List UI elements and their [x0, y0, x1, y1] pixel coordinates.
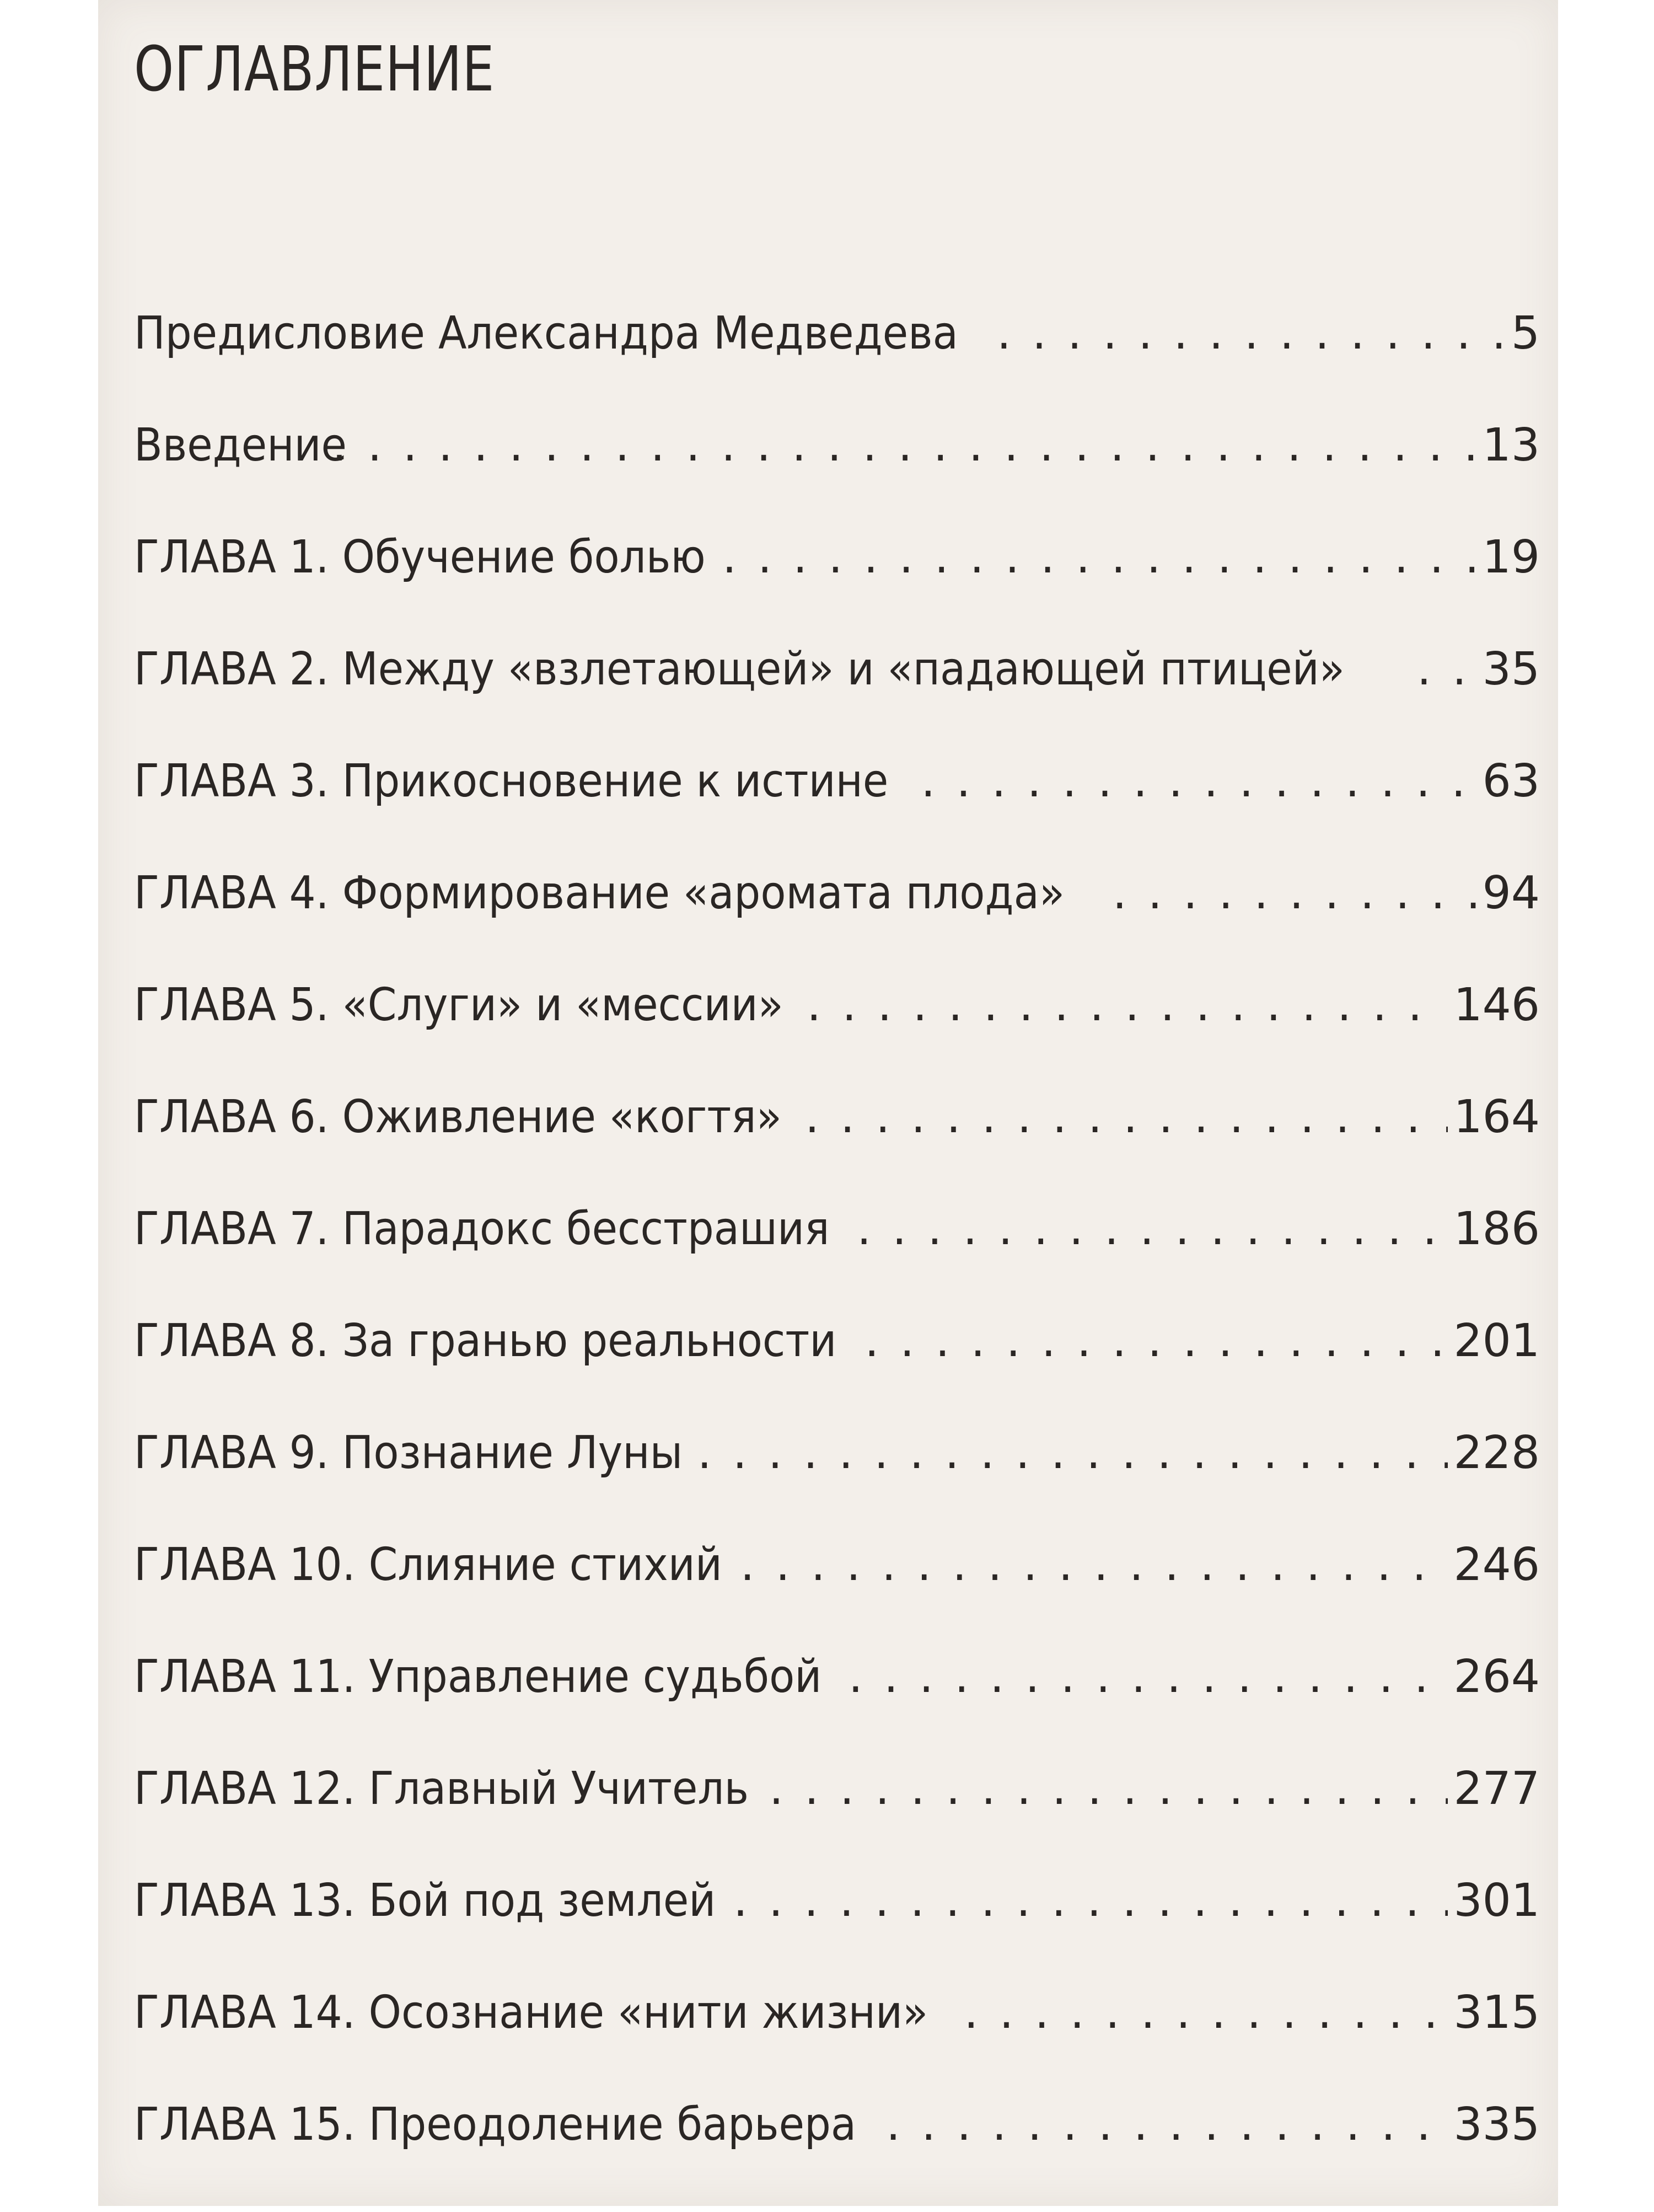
toc-entry-title: Предисловие Александра Медведева	[134, 307, 958, 360]
toc-entry	[134, 309, 1540, 421]
toc-page-number: 315	[1453, 1986, 1540, 2039]
toc-entry	[134, 1988, 1540, 2100]
toc-page-number: 13	[1482, 419, 1540, 472]
dot-leader	[921, 757, 1476, 806]
toc-entry-title: ГЛАВА 4. Формирование «аромата плода»	[134, 867, 1065, 919]
toc-entry	[134, 2100, 1540, 2212]
toc-page-number: 5	[1511, 307, 1540, 360]
toc-page-number: 35	[1482, 643, 1540, 695]
toc-page-number: 164	[1453, 1091, 1540, 1143]
toc-page-number: 94	[1482, 867, 1540, 919]
toc-page-number: 146	[1453, 979, 1540, 1031]
toc-page-number: 264	[1453, 1651, 1540, 1703]
dot-leader	[733, 1876, 1448, 1926]
book-page	[98, 0, 1558, 2206]
dot-leader	[805, 1092, 1448, 1142]
dot-leader	[964, 1988, 1448, 2038]
toc-entry-title: ГЛАВА 1. Обучение болью	[134, 531, 706, 583]
toc-page-number: 186	[1453, 1203, 1540, 1255]
toc-entry	[134, 1204, 1540, 1316]
toc-page-number: 301	[1453, 1874, 1540, 1927]
toc-entry	[134, 533, 1540, 645]
table-of-contents	[134, 309, 1540, 2212]
toc-entry	[134, 1092, 1540, 1204]
toc-entry-title: ГЛАВА 10. Слияние стихий	[134, 1539, 722, 1591]
toc-entry	[134, 645, 1540, 757]
dot-leader	[864, 1316, 1448, 1366]
dot-leader	[807, 981, 1448, 1030]
toc-entry-title: ГЛАВА 11. Управление судьбой	[134, 1651, 822, 1703]
toc-entry-title: ГЛАВА 3. Прикосновение к истине	[134, 755, 889, 807]
toc-entry	[134, 1428, 1540, 1540]
toc-entry	[134, 1540, 1540, 1652]
dot-leader	[722, 533, 1477, 582]
toc-page-number: 277	[1453, 1763, 1540, 1815]
toc-entry-title: ГЛАВА 9. Познание Луны	[134, 1427, 683, 1479]
toc-entry-title: ГЛАВА 12. Главный Учитель	[134, 1763, 749, 1815]
dot-leader	[1113, 869, 1477, 918]
dot-leader	[740, 1540, 1448, 1590]
toc-entry-title: ГЛАВА 15. Преодоление барьера	[134, 2098, 857, 2151]
toc-entry-title: ГЛАВА 14. Осознание «нити жизни»	[134, 1986, 928, 2039]
toc-entry-title: ГЛАВА 8. За гранью реальности	[134, 1315, 837, 1367]
page-title: ОГЛАВЛЕНИЕ	[134, 34, 495, 105]
toc-entry	[134, 1764, 1540, 1876]
toc-entry-title: Введение	[134, 419, 347, 472]
toc-entry-title: ГЛАВА 13. Бой под землей	[134, 1874, 716, 1927]
toc-page-number: 63	[1482, 755, 1540, 807]
toc-entry-title: ГЛАВА 2. Между «взлетающей» и «падающей птицей»	[134, 643, 1345, 695]
dot-leader	[769, 1764, 1448, 1814]
toc-entry-title: ГЛАВА 7. Парадокс бесстрашия	[134, 1203, 830, 1255]
toc-entry	[134, 981, 1540, 1092]
toc-page-number: 335	[1453, 2098, 1540, 2151]
toc-page-number: 228	[1453, 1427, 1540, 1479]
toc-entry	[134, 421, 1540, 533]
dot-leader	[332, 421, 1477, 470]
toc-page-number: 246	[1453, 1539, 1540, 1591]
toc-page-number: 19	[1482, 531, 1540, 583]
dot-leader	[997, 309, 1506, 358]
toc-page-number: 201	[1453, 1315, 1540, 1367]
dot-leader	[849, 1652, 1448, 1702]
dot-leader	[697, 1428, 1448, 1478]
toc-entry	[134, 869, 1540, 981]
dot-leader	[886, 2100, 1448, 2150]
dot-leader	[1417, 645, 1477, 694]
toc-entry	[134, 1652, 1540, 1764]
toc-entry-title: ГЛАВА 6. Оживление «когтя»	[134, 1091, 782, 1143]
toc-entry	[134, 1876, 1540, 1988]
dot-leader	[857, 1204, 1448, 1254]
toc-entry-title: ГЛАВА 5. «Слуги» и «мессии»	[134, 979, 783, 1031]
toc-entry	[134, 757, 1540, 869]
toc-entry	[134, 1316, 1540, 1428]
